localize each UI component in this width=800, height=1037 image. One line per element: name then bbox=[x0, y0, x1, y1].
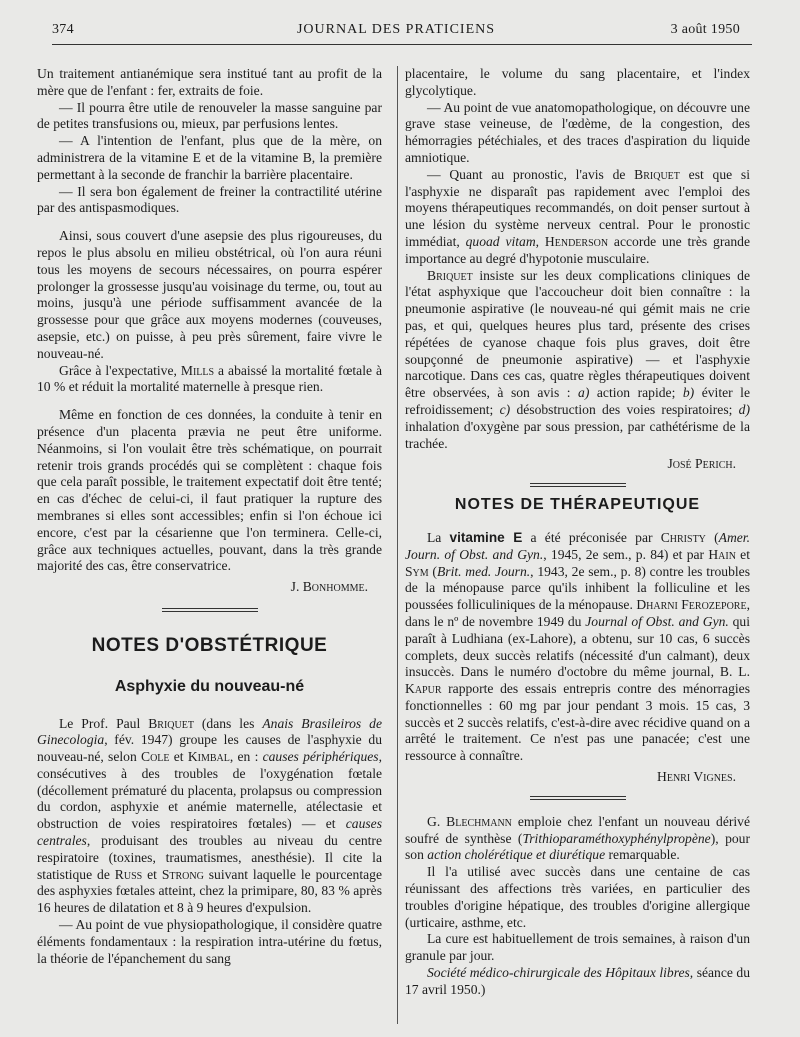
author-name: Blechmann bbox=[446, 813, 512, 829]
author-name: Strong bbox=[161, 866, 204, 882]
author-name: Henderson bbox=[544, 233, 609, 249]
text: désobstruction des voies respiratoires; bbox=[510, 401, 739, 417]
emphasis: action cholérétique et diurétique bbox=[427, 847, 606, 863]
paragraph bbox=[405, 965, 750, 999]
section-title: NOTES DE THÉRAPEUTIQUE bbox=[454, 496, 701, 514]
text: et bbox=[735, 546, 750, 562]
text: ), pour son bbox=[405, 830, 750, 863]
list-marker: d) bbox=[738, 401, 750, 417]
text: remarquable. bbox=[605, 847, 680, 863]
author-name: Mills bbox=[180, 362, 215, 378]
paragraph: — Au point de vue anatomopathologique, on découvre une grave stase veineuse, de l'œdème, de la congestion, des hémorragies pétéchiales, et des traces d'aspiration du liquide amniotique. bbox=[405, 99, 750, 165]
text: , 1945, 2e sem., p. 84) et par bbox=[543, 546, 709, 562]
author-name: Christy bbox=[660, 529, 706, 545]
keyword: vitamine E bbox=[449, 529, 523, 545]
page-number: 374 bbox=[52, 22, 74, 37]
text: séance du 17 avril 1950.) bbox=[405, 965, 750, 997]
list-marker: c) bbox=[499, 401, 511, 417]
paragraph: Ainsi, sous couvert d'une asepsie des plus rigoureuses, du repos le plus absolu en milieu obstétrical, où l'on aura réuni tous les moyens de secours nécessaires, on pourra espérer prolonger la grossesse jusqu'au voisinage du terme, ou, tout au moins, jusqu'à une période suffisamment avancée de la grossesse pour que grâce aux moyens modernes (couveuses, asepsie, etc.) on puisse, à peu près sûrement, faire vivre le nouveau-né. bbox=[37, 228, 382, 361]
text: , bbox=[535, 233, 545, 249]
journal-name: Journal of Obst. and Gyn. bbox=[585, 613, 729, 629]
paragraph bbox=[405, 814, 750, 864]
text: a été préconisée par bbox=[522, 529, 661, 545]
text: insiste sur les deux complications cliniques de l'état asphyxique que l'accoucheur doit bien connaître : la pneumonie aspirative (le nouveau-né qui gémit mais ne crie pas, et qui, quelques heures plus tard, présente des crises répétées de cyanose chaque fois plus graves, doit être soupçonné de pneumonie aspirative) — et l'asphyxie narcotique. Dans ces cas, quatre règles thérapeutiques doivent être observées, à son avis : bbox=[405, 267, 750, 401]
author-name: Briquet bbox=[148, 715, 194, 731]
paragraph bbox=[405, 167, 750, 268]
compound-name: Trithioparaméthoxyphénylpropène bbox=[522, 830, 711, 846]
section-separator bbox=[162, 608, 258, 612]
paragraph bbox=[405, 268, 750, 453]
emphasis: quoad vitam bbox=[465, 233, 536, 249]
paragraph: Un traitement antianémique sera institué tant au profit de la mère que de l'enfant : fer, extraits de foie. bbox=[37, 66, 382, 98]
text: , dans le nº de novembre 1949 du bbox=[405, 597, 750, 629]
text: inhalation d'oxygène par sous pression, par cathétérisme de la trachée. bbox=[405, 418, 750, 451]
text: rapporte des essais entrepris contre des ménorragies fonctionnelles : 60 mg par jour pendant 3 mois. 15 cas, 3 succès et 2 succès relatifs, c'est-à-dire avec récidive quand on a arrêté le traitement. Ce n'est pas une panacée; c'est une ressource à connaître. bbox=[405, 681, 750, 764]
paragraph: — A l'intention de l'enfant, plus que de la mère, on administrera de la vitamine E et de la vitamine B, la première permettant à la seconde de franchir la barrière placentaire. bbox=[37, 133, 382, 182]
source-citation: Société médico-chirurgicale des Hôpitaux libres, bbox=[427, 965, 694, 981]
author-name: Briquet bbox=[427, 267, 473, 283]
emphasis: causes centrales bbox=[37, 816, 382, 849]
text: est que si l'asphyxie ne disparaît pas rapidement avec l'emploi des moyens thérapeutiques recommandés, on doit penser surtout à une lésion du système nerveux central. Pour le pronostic immédiat, bbox=[405, 166, 750, 249]
text: a abaissé la mortalité fœtale à 10 % et réduit la mortalité maternelle à presque rien. bbox=[37, 362, 383, 395]
paragraph: — Il sera bon également de freiner la contractilité utérine par des antispasmodiques. bbox=[37, 183, 382, 216]
signature: J. Bonhomme. bbox=[290, 579, 368, 595]
paragraph bbox=[37, 716, 382, 918]
left-column bbox=[37, 66, 382, 967]
text: , 1943, 2e sem., p. 8) contre les troubles de la ménopause parce qu'ils inhibent la folliculine et les poussées folliculiniques de la ménopause. bbox=[405, 563, 750, 613]
text: ( bbox=[705, 529, 719, 545]
author-name: Hain bbox=[708, 546, 736, 562]
text: action rapide; bbox=[589, 385, 683, 401]
text: Grâce à l'expectative, bbox=[59, 362, 181, 378]
text: La bbox=[427, 529, 450, 545]
text: , fév. 1947) groupe les causes de l'asphyxie du nouveau-né, selon bbox=[37, 732, 382, 765]
header-rule bbox=[52, 44, 752, 45]
text: suivant laquelle le pourcentage des asphyxies fœtales atteint, chez la primipare, 80, 83 % après 16 heures de dilatation et 8 à 9 heures d'expulsion. bbox=[37, 866, 382, 916]
journal-title: JOURNAL DES PRATICIENS bbox=[296, 22, 496, 37]
text: — Quant au pronostic, l'avis de bbox=[427, 166, 635, 182]
running-header bbox=[52, 22, 740, 44]
section-separator bbox=[530, 483, 626, 487]
paragraph: Même en fonction de ces données, la conduite à tenir en présence d'un placenta prævia ne peut être uniforme. Néanmoins, si l'on voulait être très schématique, on pourrait retenir trois grands procédés qui se complètent : chaque fois que cela paraît possible, le traitement expectatif doit être tenté; en cas d'échec de celui-ci, il faut pratiquer la rupture des membranes si elles sont accessibles; enfin si l'on échoue ici encore, c'est par la césarienne que l'on terminera. Celle-ci, grâce aux techniques actuelles, pouvant, dans la très grande majorité des cas, être conservatrice. bbox=[37, 407, 382, 574]
journal-name: Brit. med. Journ. bbox=[436, 563, 531, 579]
author-name: Dharni Ferozepore bbox=[636, 597, 747, 613]
paragraph: placentaire, le volume du sang placentaire, et l'index glycolytique. bbox=[405, 66, 750, 98]
article-title: Asphyxie du nouveau-né bbox=[114, 677, 305, 695]
text: , en : bbox=[229, 749, 263, 765]
spacer bbox=[37, 217, 382, 228]
signature: Henri Vignes. bbox=[657, 769, 736, 785]
text: accorde une très grande importance au degré d'hypotonie musculaire. bbox=[405, 233, 751, 266]
text: G. bbox=[427, 813, 447, 829]
journal-name: Anais Brasileiros de Ginecologia bbox=[37, 715, 382, 748]
section-title: NOTES D'OBSTÉTRIQUE bbox=[91, 634, 328, 656]
emphasis: causes périphériques bbox=[262, 749, 379, 765]
author-name: Sym bbox=[405, 563, 429, 579]
author-name: Kapur bbox=[405, 681, 442, 697]
paragraph: — Il pourra être utile de renouveler la masse sanguine par de petites transfusions ou, mieux, par perfusions lentes. bbox=[37, 99, 382, 132]
paragraph: La cure est habituellement de trois semaines, à raison d'un granule par jour. bbox=[405, 931, 750, 964]
right-column bbox=[405, 66, 750, 999]
text: et bbox=[169, 749, 188, 765]
text: emploie chez l'enfant un nouveau dérivé soufré de synthèse ( bbox=[405, 813, 750, 846]
author-name: Cole bbox=[141, 749, 170, 765]
paragraph bbox=[405, 530, 750, 765]
spacer bbox=[37, 396, 382, 407]
text: , produisant des troubles au niveau du centre respiratoire (toxines, traumatismes, anesthésie). Il cite la statistique de bbox=[37, 833, 382, 882]
text: qui paraît à Ludhiana (ex-Lahore), a obtenu, sur 10 cas, 6 succès complets, deux succès relatifs (nécessité d'un calmant), deux insuccès. Dans le numéro d'octobre du même journal, B. L. bbox=[405, 613, 750, 680]
paragraph: — Au point de vue physiopathologique, il considère quatre éléments fondamentaux : la respiration intra-utérine du fœtus, la théorie de l'épanchement du sang bbox=[37, 917, 382, 966]
author-name: Russ bbox=[114, 866, 143, 882]
signature: José Perich. bbox=[667, 456, 736, 472]
text: ( bbox=[428, 563, 437, 579]
issue-date: 3 août 1950 bbox=[670, 22, 740, 37]
author-name: Kimbal bbox=[187, 749, 230, 765]
text: éviter le refroidissement; bbox=[405, 385, 750, 417]
list-marker: a) bbox=[578, 385, 590, 401]
text: Le Prof. Paul bbox=[59, 715, 149, 731]
text: , consécutives à des troubles de l'oxygénation fœtale (décollement prématuré du placenta, prolapsus ou compression du cordon, asphyxie et anémie maternelle, atélectasie et obstruction de voies respiratoires fœtales) — et bbox=[37, 749, 382, 832]
text: (dans les bbox=[193, 715, 263, 731]
paragraph bbox=[37, 363, 382, 397]
author-name: Briquet bbox=[634, 166, 680, 182]
text: et bbox=[142, 866, 162, 882]
list-marker: b) bbox=[682, 385, 695, 401]
journal-name: Amer. Journ. of Obst. and Gyn. bbox=[405, 529, 750, 562]
paragraph: Il l'a utilisé avec succès dans une centaine de cas réunissant des affections très variées, en particulier des troubles d'origine hépatique, des troubles d'origine allergique (urticaire, asthme, etc. bbox=[405, 864, 750, 930]
column-divider bbox=[397, 66, 398, 1024]
